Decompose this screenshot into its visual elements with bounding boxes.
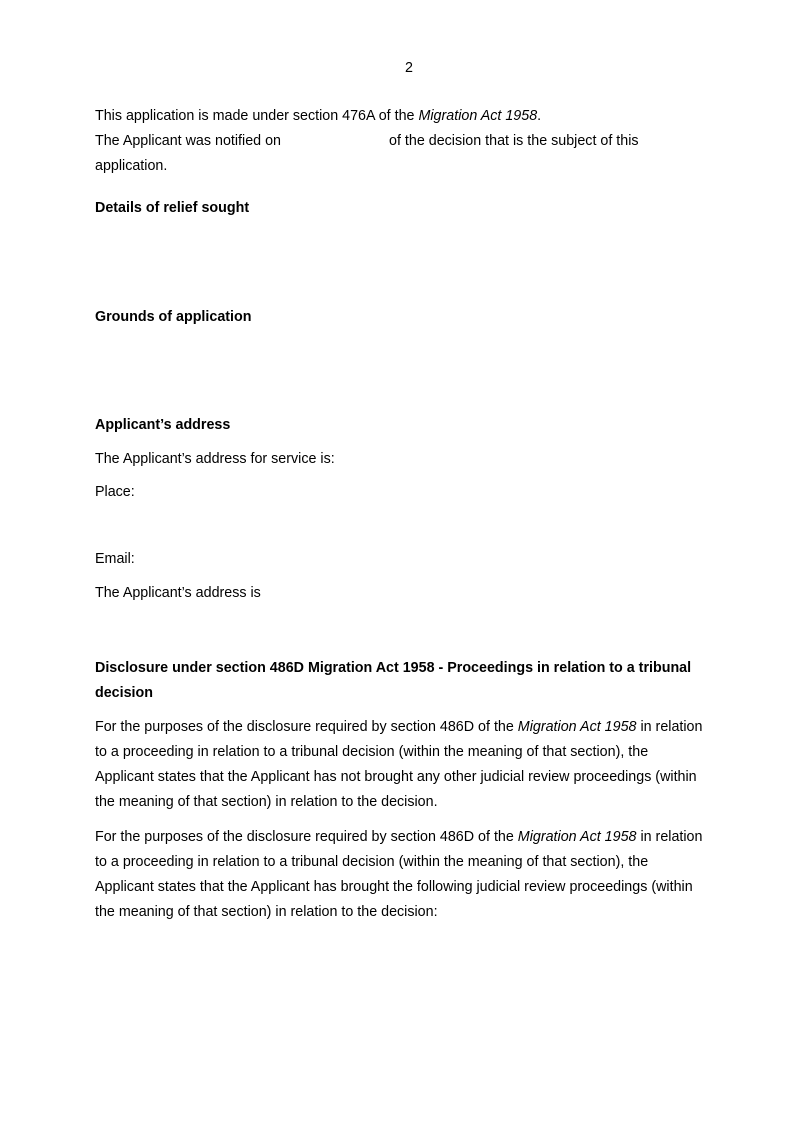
notified-continuation: of the decision that is the subject of this	[389, 133, 639, 149]
disclosure-p1-line	[95, 715, 702, 740]
place-label: Place:	[95, 484, 135, 500]
act-title: Migration Act 1958	[517, 829, 637, 845]
p1-text: For the purposes of the disclosure required by section 486D of the	[95, 719, 518, 735]
act-title: Migration Act 1958	[418, 108, 538, 124]
intro-text: This application is made under section 476A of the	[95, 108, 419, 124]
page-number: 2	[405, 60, 413, 76]
disclosure-heading: Disclosure under section 486D Migration Act 1958 - Proceedings in relation to a tribunal	[95, 660, 692, 676]
address-heading: Applicant’s address	[95, 417, 231, 433]
disclosure-heading-cont: decision	[95, 685, 153, 701]
grounds-heading: Grounds of application	[95, 309, 252, 325]
act-title: Migration Act 1958	[517, 719, 637, 735]
disclosure-p2-line: to a proceeding in relation to a tribunal decision (within the meaning of that section), the	[95, 854, 649, 870]
notified-wrap: application.	[95, 158, 168, 174]
disclosure-p1-line: to a proceeding in relation to a tribunal decision (within the meaning of that section), the	[95, 744, 649, 760]
disclosure-p2-line: Applicant states that the Applicant has brought the following judicial review proceedings (within	[95, 879, 693, 895]
intro-end: .	[537, 108, 542, 124]
email-label: Email:	[95, 551, 135, 567]
p2-text-end: in relation	[636, 829, 703, 845]
disclosure-p1-line: Applicant states that the Applicant has not brought any other judicial review proceedings (within	[95, 769, 697, 785]
notified-label: The Applicant was notified on	[95, 133, 281, 149]
relief-heading: Details of relief sought	[95, 200, 250, 216]
p2-text: For the purposes of the disclosure required by section 486D of the	[95, 829, 518, 845]
applicant-address: The Applicant’s address is	[95, 585, 261, 601]
disclosure-p2-line	[95, 825, 702, 850]
p1-text-end: in relation	[636, 719, 703, 735]
address-for-service: The Applicant’s address for service is:	[95, 451, 335, 467]
disclosure-p1-line: the meaning of that section) in relation to the decision.	[95, 794, 438, 810]
intro-line	[95, 104, 541, 129]
disclosure-p2-line: the meaning of that section) in relation to the decision:	[95, 904, 438, 920]
